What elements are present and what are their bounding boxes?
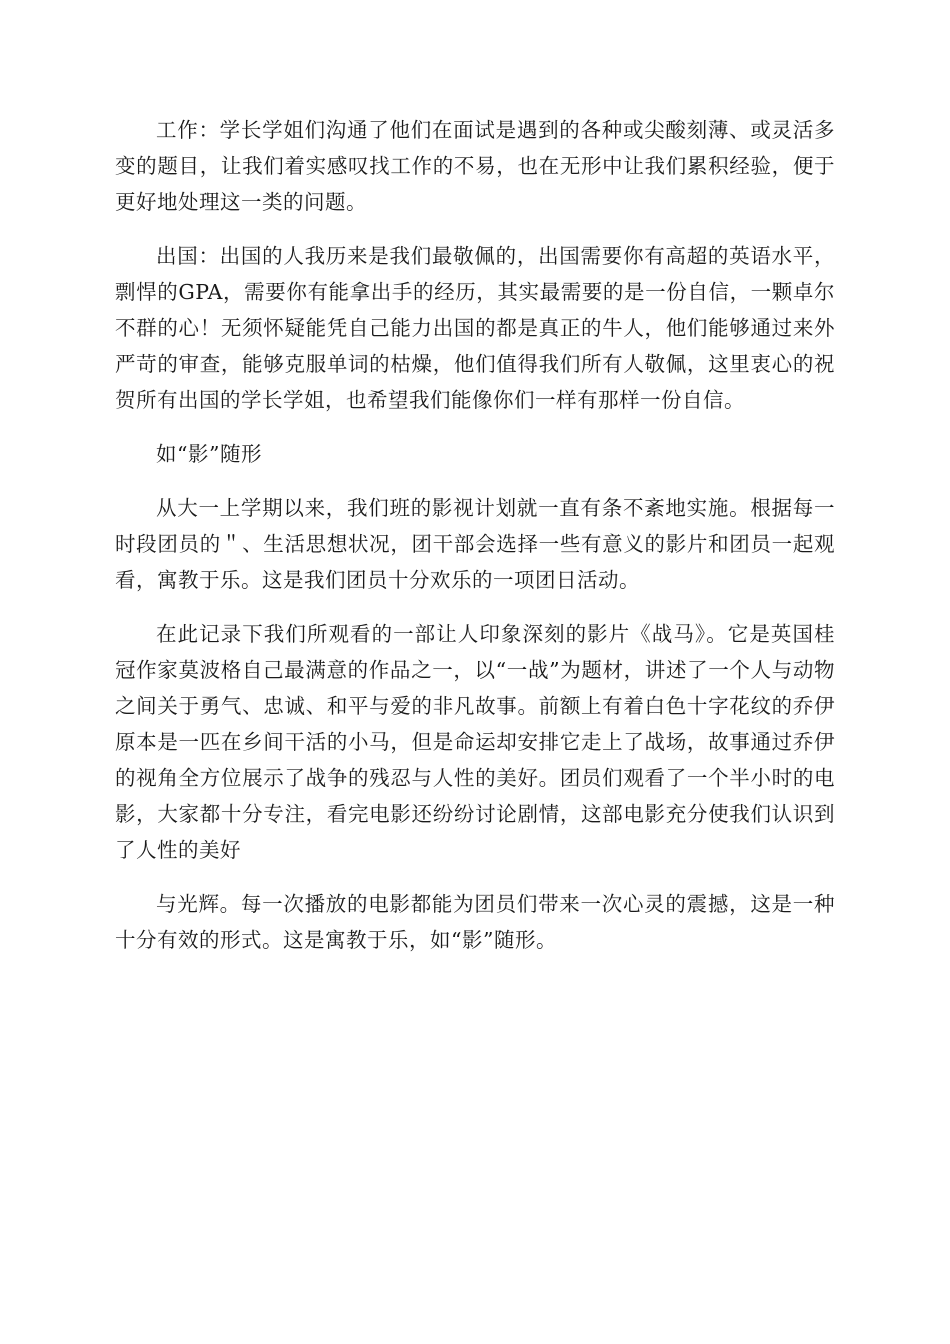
paragraph-study-abroad: 出国：出国的人我历来是我们最敬佩的，出国需要你有高超的英语水平，剽悍的GPA，需要你有能拿出手的经历，其实最需要的是一份自信，一颗卓尔不群的心！无须怀疑能凭自己能力出国的都是真正的牛人，他们能够通过来外严苛的审查，能够克服单词的枯燥，他们值得我们所有人敬佩，这里衷心的祝贺所有出国的学长学姐，也希望我们能像你们一样有那样一份自信。 <box>115 244 835 412</box>
document-page <box>115 112 835 976</box>
paragraph-work: 工作：学长学姐们沟通了他们在面试是遇到的各种或尖酸刻薄、或灵活多变的题目，让我们着实感叹找工作的不易，也在无形中让我们累积经验，便于更好地处理这一类的问题。 <box>115 118 835 214</box>
paragraph-film-plan: 从大一上学期以来，我们班的影视计划就一直有条不紊地实施。根据每一时段团员的＂、生活思想状况，团干部会选择一些有意义的影片和团员一起观看，寓教于乐。这是我们团员十分欢乐的一项团日活动。 <box>115 496 835 592</box>
paragraph-conclusion: 与光辉。每一次播放的电影都能为团员们带来一次心灵的震撼，这是一种十分有效的形式。这是寓教于乐，如“影”随形。 <box>115 892 835 952</box>
section-heading: 如“影”随形 <box>156 442 262 466</box>
paragraph-war-horse: 在此记录下我们所观看的一部让人印象深刻的影片《战马》。它是英国桂冠作家莫波格自己最满意的作品之一，以“一战”为题材，讲述了一个人与动物之间关于勇气、忠诚、和平与爱的非凡故事。前额上有着白色十字花纹的乔伊原本是一匹在乡间干活的小马，但是命运却安排它走上了战场，故事通过乔伊的视角全方位展示了战争的残忍与人性的美好。团员们观看了一个半小时的电影，大家都十分专注，看完电影还纷纷讨论剧情，这部电影充分使我们认识到了人性的美好 <box>115 622 835 862</box>
